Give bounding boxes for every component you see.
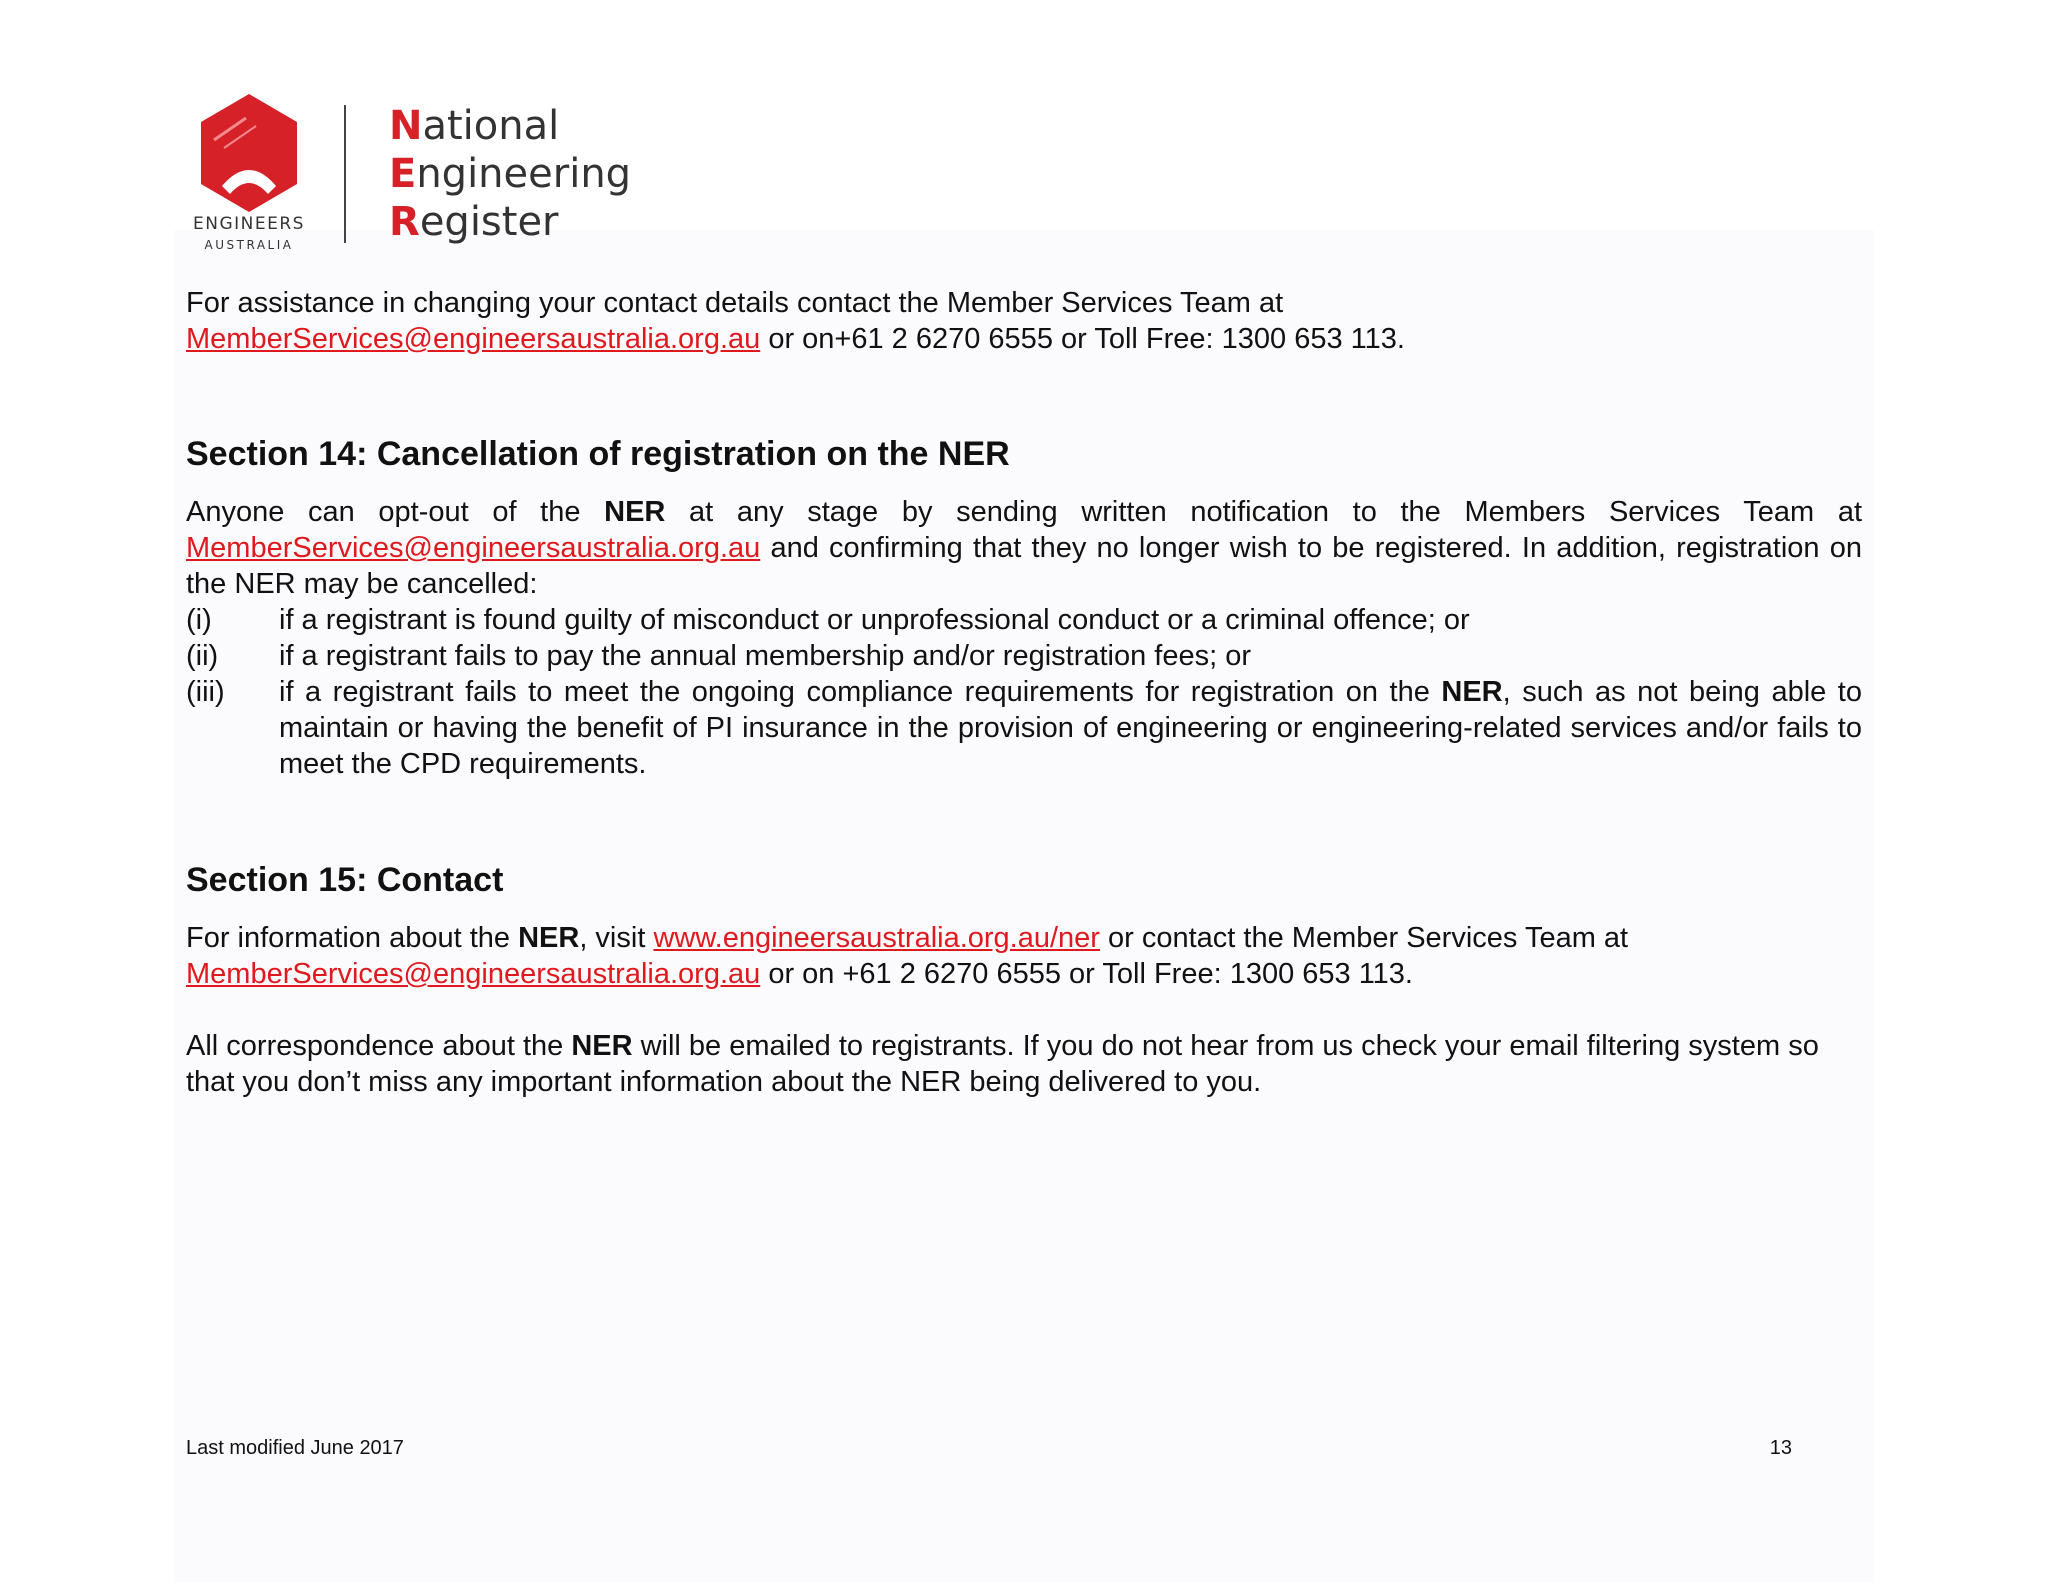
engineers-australia-hexagon-icon	[184, 88, 314, 214]
ner-wordmark-line	[389, 102, 631, 150]
list-item-bold: NER	[1441, 676, 1503, 708]
ner-rest: egister	[419, 199, 559, 245]
list-item	[186, 638, 1862, 674]
list-item-text	[279, 602, 1862, 638]
ner-initial: R	[389, 199, 420, 245]
list-item-number: (ii)	[186, 640, 219, 672]
list-item-text-a: if a registrant fails to meet the ongoing compliance requirements for registration on the	[279, 676, 1442, 708]
s15-text-c: or contact the Member Services Team at	[1099, 922, 1629, 954]
list-item-text	[279, 674, 1862, 782]
last-modified: Last modified June 2017	[186, 1437, 404, 1459]
s14-text-a: Anyone can opt-out of the	[186, 496, 605, 528]
intro-paragraph	[186, 285, 1862, 357]
list-item-text-a: if a registrant fails to pay the annual membership and/or registration fees; or	[279, 640, 1252, 672]
s15-email-link[interactable]: MemberServices@engineersaustralia.org.au	[186, 958, 761, 990]
engineers-australia-wordmark	[184, 216, 314, 251]
section-15-paragraph-1	[186, 920, 1862, 992]
list-item-number: (iii)	[186, 676, 225, 708]
intro-email-link[interactable]: MemberServices@engineersaustralia.org.au	[186, 323, 761, 355]
logo-ea-line2: AUSTRALIA	[204, 238, 294, 252]
list-item-text	[279, 638, 1862, 674]
s15-p2-text-a: All correspondence about the	[186, 1030, 572, 1062]
document-body	[186, 285, 1862, 1100]
section-14-paragraph	[186, 494, 1862, 602]
section-15-heading: Section 15: Contact	[186, 861, 504, 899]
ea-ner-logo	[184, 88, 644, 258]
list-item	[186, 602, 1862, 638]
list-item	[186, 674, 1862, 782]
list-item-text-b: , such as not being able to maintain or having the benefit of PI insurance in the provision of engineering or engineering-related services and/or fails to meet the CPD requirements.	[279, 676, 1862, 780]
section-14-heading: Section 14: Cancellation of registration on the NER	[186, 435, 1010, 473]
page-number: 13	[1769, 1437, 1792, 1459]
cancellation-reasons-list	[186, 602, 1862, 782]
logo-divider	[344, 105, 346, 243]
s15-p2-text-b: will be emailed to registrants. If you do not hear from us check your email filtering system so that you don’t miss any important information about the NER being delivered to you.	[186, 1030, 1819, 1098]
s14-text-b: at any stage by sending written notification to the Members Services Team at	[665, 496, 1863, 528]
list-item-text-a: if a registrant is found guilty of misconduct or unprofessional conduct or a criminal offence; or	[279, 604, 1470, 636]
ner-initial: E	[389, 151, 417, 197]
s14-email-link[interactable]: MemberServices@engineersaustralia.org.au	[186, 532, 761, 564]
list-item-number: (i)	[186, 604, 212, 636]
s15-text-a: For information about the	[186, 922, 519, 954]
ner-wordmark	[389, 102, 631, 246]
logo-ea-line1: ENGINEERS	[193, 214, 305, 234]
ner-wordmark-line	[389, 198, 631, 246]
s15-website-link[interactable]: www.engineersaustralia.org.au/ner	[653, 922, 1100, 954]
intro-text1: For assistance in changing your contact details contact the Member Services Team at	[186, 287, 1284, 319]
page-footer	[186, 1436, 1792, 1460]
s15-p2-ner-bold: NER	[571, 1030, 633, 1062]
section-15-paragraph-2	[186, 1028, 1862, 1100]
ner-rest: ational	[422, 103, 560, 149]
s14-text-c: and confirming that they no longer wish to be registered. In addition, registration on the NER may be cancelled:	[186, 532, 1862, 600]
s15-text-b: , visit	[579, 922, 654, 954]
s15-text-d: or on +61 2 6270 6555 or Toll Free: 1300 653 113.	[760, 958, 1413, 990]
ner-initial: N	[389, 103, 423, 149]
s15-ner-bold: NER	[518, 922, 580, 954]
ner-rest: ngineering	[416, 151, 632, 197]
ner-wordmark-line	[389, 150, 631, 198]
intro-text2: or on+61 2 6270 6555 or Toll Free: 1300 653 113.	[760, 323, 1405, 355]
s14-ner-bold: NER	[604, 496, 666, 528]
